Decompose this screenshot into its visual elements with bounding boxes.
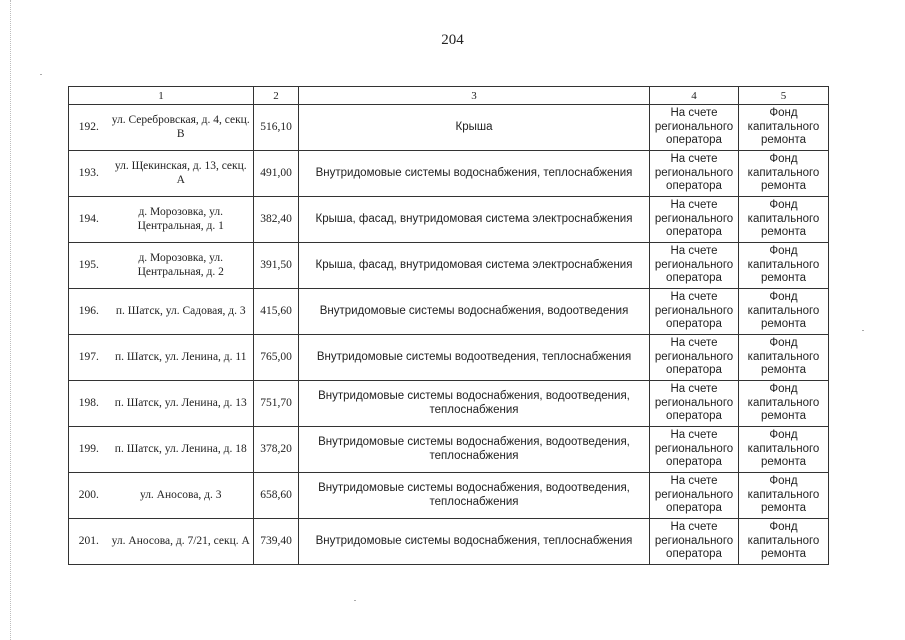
address-cell: п. Шатск, ул. Ленина, д. 13 [109, 381, 254, 427]
scan-speck [862, 330, 864, 331]
area-cell: 491,00 [254, 151, 299, 197]
address-cell: ул. Щекинская, д. 13, секц. А [109, 151, 254, 197]
table-body [69, 87, 829, 565]
works-cell: Внутридомовые системы водоснабжения, водоотведения [299, 289, 650, 335]
fund-source-cell: Фонд капитального ремонта [739, 151, 829, 197]
scan-speck [354, 600, 356, 601]
account-status-cell: На счете регионального оператора [650, 427, 739, 473]
fund-source-cell: Фонд капитального ремонта [739, 381, 829, 427]
works-cell: Внутридомовые системы водоотведения, теплоснабжения [299, 335, 650, 381]
repair-register-table [68, 86, 829, 565]
area-cell: 751,70 [254, 381, 299, 427]
address-cell: ул. Аносова, д. 7/21, секц. А [109, 519, 254, 565]
account-status-cell: На счете регионального оператора [650, 335, 739, 381]
address-cell: д. Морозовка, ул. Центральная, д. 1 [109, 197, 254, 243]
works-cell: Внутридомовые системы водоснабжения, теплоснабжения [299, 151, 650, 197]
table-row [69, 243, 829, 289]
row-number-cell: 196. [69, 289, 109, 335]
fund-source-cell: Фонд капитального ремонта [739, 427, 829, 473]
account-status-cell: На счете регионального оператора [650, 473, 739, 519]
area-cell: 415,60 [254, 289, 299, 335]
account-status-cell: На счете регионального оператора [650, 197, 739, 243]
address-cell: п. Шатск, ул. Садовая, д. 3 [109, 289, 254, 335]
account-status-cell: На счете регионального оператора [650, 151, 739, 197]
fund-source-cell: Фонд капитального ремонта [739, 197, 829, 243]
row-number-cell: 194. [69, 197, 109, 243]
header-col-5: 5 [739, 87, 829, 105]
header-col-3: 3 [299, 87, 650, 105]
table-row [69, 197, 829, 243]
account-status-cell: На счете регионального оператора [650, 289, 739, 335]
fund-source-cell: Фонд капитального ремонта [739, 243, 829, 289]
header-col-4: 4 [650, 87, 739, 105]
address-cell: п. Шатск, ул. Ленина, д. 18 [109, 427, 254, 473]
area-cell: 382,40 [254, 197, 299, 243]
row-number-cell: 197. [69, 335, 109, 381]
scan-speck [40, 74, 42, 75]
table-row [69, 289, 829, 335]
row-number-cell: 199. [69, 427, 109, 473]
works-cell: Внутридомовые системы водоснабжения, водоотведения, теплоснабжения [299, 427, 650, 473]
account-status-cell: На счете регионального оператора [650, 381, 739, 427]
row-number-cell: 200. [69, 473, 109, 519]
address-cell: ул. Серебровская, д. 4, секц. В [109, 105, 254, 151]
fund-source-cell: Фонд капитального ремонта [739, 335, 829, 381]
page-number: 204 [441, 32, 464, 48]
table-row [69, 151, 829, 197]
header-col-1: 1 [69, 87, 254, 105]
table-row [69, 427, 829, 473]
fund-source-cell: Фонд капитального ремонта [739, 289, 829, 335]
works-cell: Внутридомовые системы водоснабжения, теплоснабжения [299, 519, 650, 565]
account-status-cell: На счете регионального оператора [650, 519, 739, 565]
row-number-cell: 195. [69, 243, 109, 289]
area-cell: 516,10 [254, 105, 299, 151]
table-row [69, 473, 829, 519]
row-number-cell: 192. [69, 105, 109, 151]
row-number-cell: 198. [69, 381, 109, 427]
table-row [69, 381, 829, 427]
row-number-cell: 193. [69, 151, 109, 197]
header-col-2: 2 [254, 87, 299, 105]
account-status-cell: На счете регионального оператора [650, 105, 739, 151]
area-cell: 658,60 [254, 473, 299, 519]
margin-punch-marks [10, 0, 12, 640]
address-cell: ул. Аносова, д. 3 [109, 473, 254, 519]
fund-source-cell: Фонд капитального ремонта [739, 519, 829, 565]
works-cell: Крыша, фасад, внутридомовая система электроснабжения [299, 197, 650, 243]
table-row [69, 335, 829, 381]
area-cell: 765,00 [254, 335, 299, 381]
table-row [69, 519, 829, 565]
works-cell: Крыша, фасад, внутридомовая система электроснабжения [299, 243, 650, 289]
address-cell: п. Шатск, ул. Ленина, д. 11 [109, 335, 254, 381]
table-row [69, 105, 829, 151]
works-cell: Крыша [299, 105, 650, 151]
area-cell: 378,20 [254, 427, 299, 473]
row-number-cell: 201. [69, 519, 109, 565]
fund-source-cell: Фонд капитального ремонта [739, 473, 829, 519]
works-cell: Внутридомовые системы водоснабжения, водоотведения, теплоснабжения [299, 381, 650, 427]
works-cell: Внутридомовые системы водоснабжения, водоотведения, теплоснабжения [299, 473, 650, 519]
area-cell: 391,50 [254, 243, 299, 289]
table-header-row [69, 87, 829, 105]
fund-source-cell: Фонд капитального ремонта [739, 105, 829, 151]
address-cell: д. Морозовка, ул. Центральная, д. 2 [109, 243, 254, 289]
area-cell: 739,40 [254, 519, 299, 565]
account-status-cell: На счете регионального оператора [650, 243, 739, 289]
